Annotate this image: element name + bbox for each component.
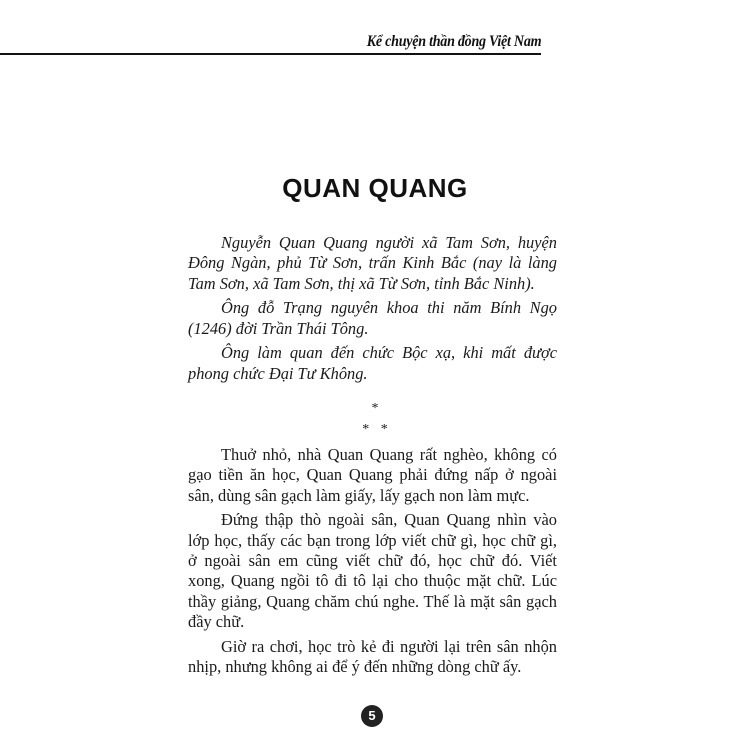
separator-star: * [371,401,379,416]
separator-stars: * * [362,422,388,437]
intro-paragraph: Ông đỗ Trạng nguyên khoa thi năm Bính Ngọ (1246) đời Trần Thái Tông. [188,298,557,338]
intro-paragraph: Nguyễn Quan Quang người xã Tam Sơn, huyện Đông Ngàn, phủ Từ Sơn, trấn Kinh Bắc (nay là làng Tam Sơn, xã Tam Sơn, thị xã Từ Sơn, tỉnh Bắc Ninh). [188,233,557,293]
story-paragraph: Giờ ra chơi, học trò kẻ đi người lại trên sân nhộn nhịp, nhưng không ai để ý đến những dòng chữ ấy. [188,636,557,676]
page-number: 5 [361,705,383,727]
header-rule [0,53,541,55]
intro-section [188,233,557,389]
intro-paragraph: Ông làm quan đến chức Bộc xạ, khi mất được phong chức Đại Tư Không. [188,343,557,383]
running-head: Kể chuyện thần đồng Việt Nam [366,33,541,50]
story-section [188,445,557,682]
story-paragraph: Đứng thập thò ngoài sân, Quan Quang nhìn vào lớp học, thấy các bạn trong lớp viết chữ gì, học chữ gì, ở ngoài sân em cũng viết chữ đó, học chữ đó. Viết xong, Quang ngồi tô đi tô lại cho thuộc mặt chữ. Lúc thầy giảng, Quang chăm chú nghe. Thế là mặt sân gạch đầy chữ. [188,510,557,631]
story-paragraph: Thuở nhỏ, nhà Quan Quang rất nghèo, không có gạo tiền ăn học, Quan Quang phải đứng nấp ở ngoài sân, dùng sân gạch làm giấy, lấy gạch non làm mực. [188,445,557,505]
chapter-title: QUAN QUANG [282,173,468,203]
